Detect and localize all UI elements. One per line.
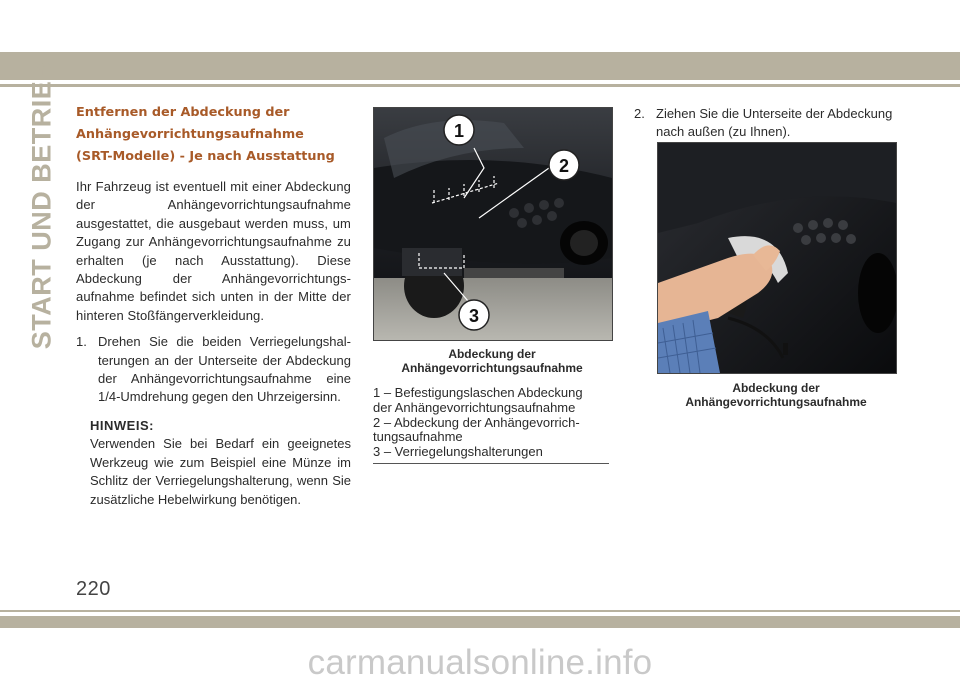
legend-line: 3 – Verriegelungshalterungen xyxy=(373,444,543,460)
step-1 xyxy=(76,333,351,407)
step-number: 2. xyxy=(634,106,645,121)
caption-line: Anhängevorrichtungsaufnahme xyxy=(401,361,583,375)
section-title xyxy=(76,102,351,168)
callout-1 xyxy=(444,115,474,145)
step-2 xyxy=(634,105,914,142)
figure2-caption xyxy=(657,381,895,409)
caption-line: Abdeckung der xyxy=(732,381,820,395)
note-text: Verwenden Sie bei Bedarf ein geeignetes Werkzeug wie zum Beispiel eine Münze im Schlitz der Verriegelungshalterung, wenn Sie zusätzliche Hebelwirkung benötigen. xyxy=(90,436,351,507)
figure-hitch-cover-callouts xyxy=(373,107,613,341)
section-title-line: (SRT-Modelle) - Je nach Ausstattung xyxy=(76,149,335,164)
text-column-right xyxy=(634,105,914,142)
legend-line: der Anhängevorrichtungsaufnahme xyxy=(373,399,576,415)
callout-3-text: 3 xyxy=(468,306,480,326)
step-text: Drehen Sie die beiden Verriegelungshalterungen an der Unterseite der Abdeckung der Anhängevorrichtungsaufnahme eine 1/4-Umdrehung gegen den Uhrzeigersinn. xyxy=(98,334,351,405)
legend-line: 2 – Abdeckung der Anhängevorrich- xyxy=(373,414,580,430)
step-text: Ziehen Sie die Unterseite der Abdeckung nach außen (zu Ihnen). xyxy=(656,106,893,140)
chapter-side-label xyxy=(26,60,58,350)
page-number: 220 xyxy=(76,578,111,600)
callout-2-text: 2 xyxy=(558,156,570,176)
intro-paragraph: Ihr Fahrzeug ist eventuell mit einer Abdeckung der Anhängevorrichtungsaufnahme ausgestattet, die ausgebaut werden muss, um Zugang zur Anhängevorrichtungsaufnahme zu erhalten (je nach Ausstattung). Diese Abdeckung der Anhängevorrichtungsaufnahme befindet sich unten in der Mitte der hinteren Stoßfängerverkleidung. xyxy=(76,179,351,323)
text-column-left xyxy=(76,102,351,509)
legend-line: tungsaufnahme xyxy=(373,429,463,445)
callout-3 xyxy=(459,300,489,330)
legend-line: 1 – Befestigungslaschen Abdeckung xyxy=(373,385,583,400)
note-title: HINWEIS: xyxy=(90,417,154,433)
section-title-line: Anhängevorrichtungsaufnahme xyxy=(76,127,304,142)
header-rule xyxy=(0,84,960,87)
chapter-side-label-text: START UND BETRIEB xyxy=(26,60,57,350)
watermark: carmanualsonline.info xyxy=(307,643,653,682)
bumper-photo xyxy=(374,108,612,340)
step-number: 1. xyxy=(76,334,87,350)
footer-rule xyxy=(0,610,960,612)
figure1-caption xyxy=(373,347,611,375)
footer-band xyxy=(0,616,960,628)
figure-removing-cover xyxy=(657,142,897,374)
hands-photo xyxy=(658,143,896,373)
callout-1-text: 1 xyxy=(453,121,465,141)
note-block xyxy=(90,417,351,509)
header-band xyxy=(0,52,960,80)
caption-line: Abdeckung der xyxy=(448,347,536,361)
section-title-line: Entfernen der Abdeckung der xyxy=(76,105,290,120)
caption-line: Anhängevorrichtungsaufnahme xyxy=(685,395,867,409)
callout-2 xyxy=(549,150,579,180)
figure1-legend xyxy=(373,386,609,464)
